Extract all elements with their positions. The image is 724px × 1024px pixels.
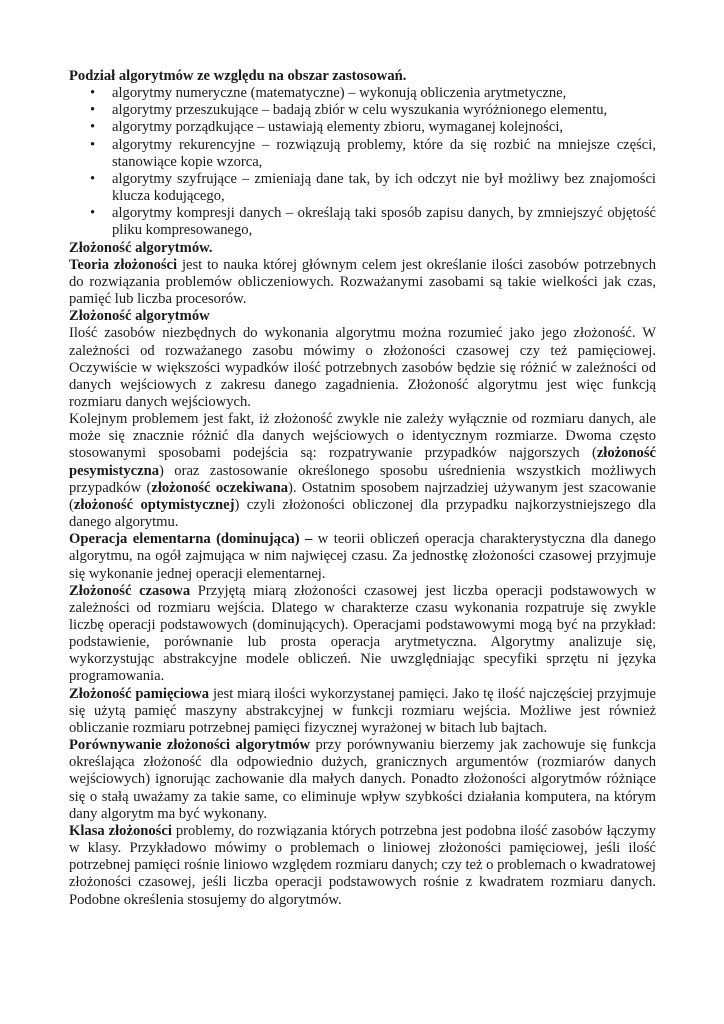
term-optimistic: złożoność optymistycznej bbox=[73, 496, 235, 513]
section-heading-classification: Podział algorytmów ze względu na obszar zastosowań. bbox=[69, 68, 407, 84]
bullet-icon: • bbox=[90, 170, 96, 187]
list-item-text: algorytmy rekurencyjne – rozwiązują problemy, które da się rozbić na mniejsze części, stanowiące kopie wzorca, bbox=[112, 136, 656, 170]
bullet-icon: • bbox=[90, 102, 96, 119]
definition-elementary-operation bbox=[69, 531, 656, 582]
definition-memory-complexity bbox=[69, 686, 656, 737]
definition-term: Złożoność czasowa bbox=[69, 582, 191, 599]
algorithm-types-list bbox=[69, 85, 656, 239]
paragraph-text: Kolejnym problemem jest fakt, iż złożoność zwykle nie zależy wyłącznie od rozmiaru danych, ale może się znacznie różnić dla danych wejściowych o identycznym rozmiarze. Dwoma często stosowanymi sposobami podejścia są: rozpatrywanie przypadków najgorszych ( bbox=[69, 411, 656, 462]
section-heading-algorithm-complexity: Złożoność algorytmów bbox=[69, 308, 210, 325]
paragraph-resources: Ilość zasobów niezbędnych do wykonania algorytmu można rozumieć jako jego złożoność. W zależności od rozważanego zasobu mówimy o złożoności czasowej czy też pamięciowej. Oczywiście w większości wypadków ilość potrzebnych zasobów będzie się różnić w zależności od danych wejściowych z zakresu danego zagadnienia. Złożoność algorytmu jest więc funkcją rozmiaru danych wejściowych. bbox=[69, 325, 656, 410]
paragraph-text: ). Ostatnim sposobem najrzadziej używanym jest szacowanie ( bbox=[69, 479, 656, 513]
term-expected: złożoność oczekiwana bbox=[151, 479, 289, 496]
definition-time-complexity bbox=[69, 583, 656, 686]
term-pessimistic: złożoność pesymistyczna bbox=[69, 445, 656, 479]
definition-text: Przyjętą miarą złożoności czasowej jest liczba operacji podstawowych w zależności od rozmiaru wejścia. Dlatego w charakterze czasu wykonania rozpatruje się zwykle liczbę operacji podstawowych (dominujących). Operacjami podstawowymi mogą być na przykład: podstawienie, porównanie lub prosta operacja arytmetyczna. Algorytmy analizuje się, wykorzystując abstrakcyjne modele obliczeń. Nie uwzględniając specyfiki sprzętu ni języka programowania. bbox=[69, 582, 656, 685]
term-complexity-theory: Teoria złożoności bbox=[69, 256, 178, 273]
bullet-icon: • bbox=[90, 136, 96, 153]
paragraph-text: jest to nauka której głównym celem jest określanie ilości zasobów potrzebnych do rozwiązania problemów obliczeniowych. Rozważanymi zasobami są takie wielkości jak czas, pamięć lub liczba procesorów. bbox=[69, 256, 657, 308]
definition-text: przy porównywaniu bierzemy jak zachowuje się funkcja określająca złożoność dla odpowiednio dużych, granicznych argumentów (rozmiarów danych wejściowych) ignorując zachowanie dla małych danych. Ponadto złożoności algorytmów różniące się o stałą uważamy za takie same, co eliminuje wpływ szybkości działania komputera, na którym dany algorytm ma być wykonany. bbox=[69, 737, 656, 822]
definition-comparing-complexity bbox=[69, 737, 656, 823]
section-heading-complexity: Złożoność algorytmów. bbox=[69, 239, 213, 256]
list-item-text: algorytmy kompresji danych – określają taki sposób zapisu danych, by zmniejszyć objętość pliku kompresowanego, bbox=[112, 205, 656, 239]
list-item bbox=[90, 136, 656, 171]
definition-complexity-class bbox=[69, 823, 656, 909]
list-item bbox=[90, 205, 656, 239]
list-item bbox=[90, 85, 656, 102]
list-item-text: algorytmy numeryczne (matematyczne) – wykonują obliczenia arytmetyczne, bbox=[112, 85, 567, 102]
definition-text: problemy, do rozwiązania których potrzebna jest podobna ilość zasobów łączymy w klasy. Przykładowo mówimy o problemach o liniowej złożoności pamięciowej, jeśli ilość potrzebnej pamięci rośnie liniowo względem rozmiaru danych; czy też o problemach o kwadratowej złożoności czasowej, jeśli liczba operacji podstawowych rośnie z kwadratem rozmiaru danych. Podobne określenia stosujemy do algorytmów. bbox=[69, 822, 656, 908]
paragraph-complexity-theory bbox=[69, 257, 656, 308]
list-item bbox=[90, 119, 656, 136]
definition-term: Operacja elementarna (dominująca) – bbox=[69, 531, 313, 548]
definition-term: Klasa złożoności bbox=[69, 822, 172, 839]
bullet-icon: • bbox=[90, 85, 96, 102]
list-item-text: algorytmy szyfrujące – zmieniają dane tak, by ich odczyt nie był możliwy bez znajomości klucza kodującego, bbox=[112, 170, 656, 205]
definition-text: jest miarą ilości wykorzystanej pamięci. Jako tę ilość najczęściej przyjmuje się użytą pamięć maszyny abstrakcyjnej w funkcji rozmiaru wejścia. Możliwe jest również obliczanie rozmiaru potrzebnej pamięci fizycznej wyrażonej w bitach lub bajtach. bbox=[69, 685, 656, 736]
list-item bbox=[90, 170, 656, 205]
bullet-icon: • bbox=[90, 119, 96, 136]
paragraph-text: ) oraz zastosowanie określonego sposobu uśrednienia wszystkich możliwych przypadków ( bbox=[69, 462, 656, 496]
definition-term: Porównywanie złożoności algorytmów bbox=[69, 737, 311, 754]
definition-text: w teorii obliczeń operacja charakterystyczna dla danego algorytmu, na ogół zajmująca w nim najwięcej czasu. Za jednostkę złożoności czasowej przyjmuje się wykonanie jednej operacji elementarnej. bbox=[69, 531, 656, 582]
bullet-icon: • bbox=[90, 205, 96, 222]
paragraph-cases bbox=[69, 411, 656, 531]
document-page bbox=[69, 68, 656, 909]
paragraph-text: ) czyli złożoności obliczonej dla przypadku najkorzystniejszego dla danego algorytmu. bbox=[69, 496, 656, 531]
list-item bbox=[90, 102, 656, 119]
list-item-text: algorytmy przeszukujące – badają zbiór w celu wyszukania wyróżnionego elementu, bbox=[112, 102, 608, 119]
list-item-text: algorytmy porządkujące – ustawiają elementy zbioru, wymaganej kolejności, bbox=[112, 119, 564, 136]
definition-term: Złożoność pamięciowa bbox=[69, 685, 210, 702]
